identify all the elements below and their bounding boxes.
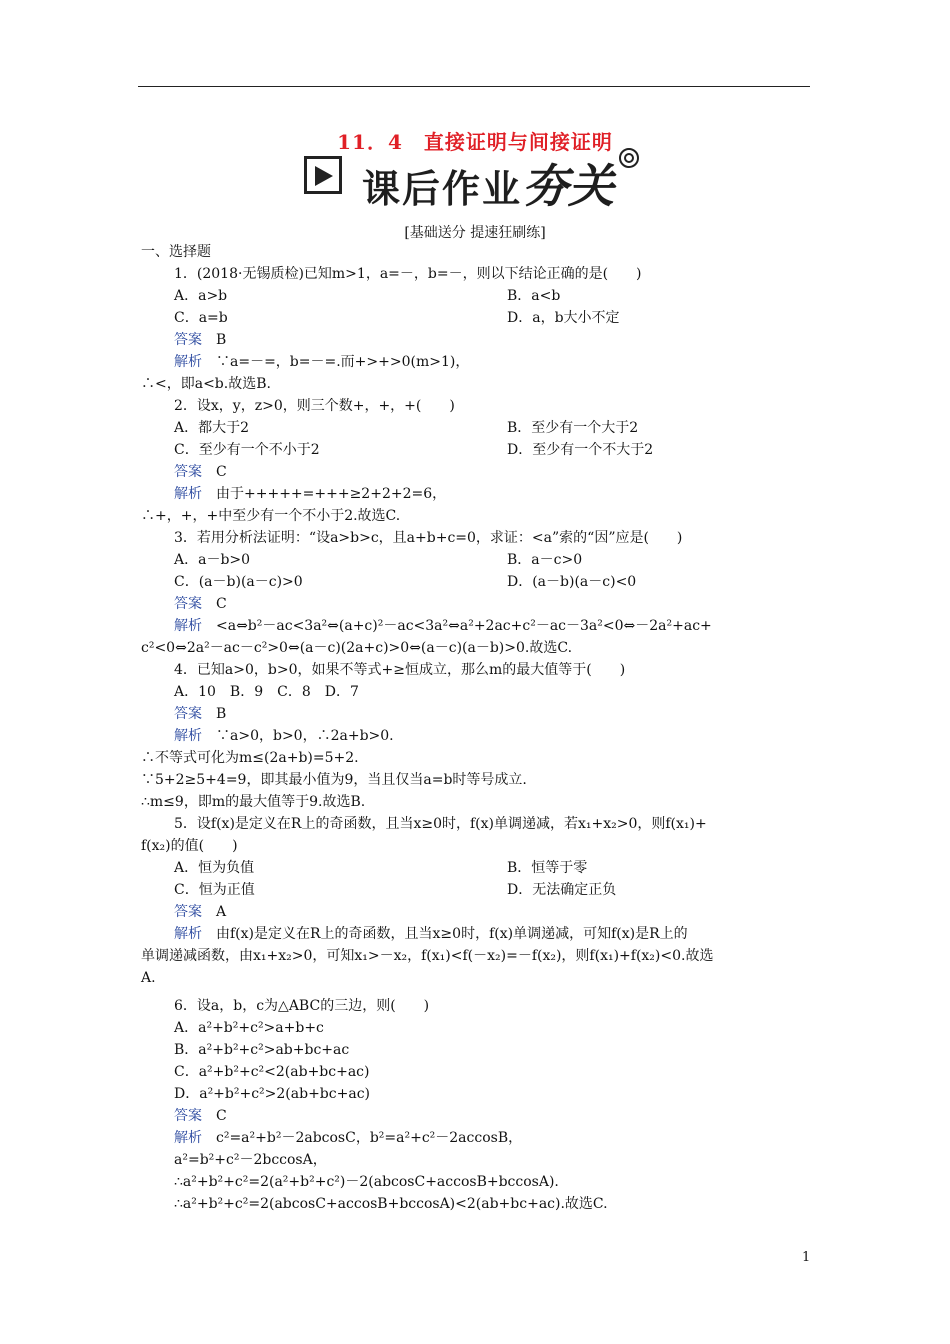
- option-row: [141, 285, 811, 307]
- answer-line: [141, 593, 811, 615]
- analysis-text: 单调递减函数，由x₁+x₂>0，可知x₁>－x₂，f(x₁)<f(－x₂)=－f(x₂)，则f(x₁)+f(x₂)<0.故选: [141, 948, 714, 964]
- option: B．至少有一个大于2: [507, 420, 639, 436]
- analysis-text: ∴a²+b²+c²=2(abcosC+accosB+bccosA)<2(ab+bc+ac).故选C.: [174, 1196, 608, 1212]
- answer-line: [141, 703, 811, 725]
- homework-banner: [300, 146, 650, 213]
- answer-label: 答案: [174, 464, 202, 480]
- play-icon: [304, 156, 342, 194]
- analysis-line: [141, 923, 811, 945]
- answer-value: C: [216, 596, 227, 612]
- answer-label: 答案: [174, 1108, 202, 1124]
- question-stem: 3．若用分析法证明：“设a>b>c，且a+b+c=0，求证：<a”索的“因”应是( ): [174, 530, 683, 546]
- answer-value: B: [216, 332, 227, 348]
- analysis-text: ∵a=－=，b=－=.而+>+>0(m>1)，: [216, 354, 470, 370]
- question-stem: f(x₂)的值( ): [141, 838, 238, 854]
- option: B．a－c>0: [507, 552, 583, 568]
- option: B．恒等于零: [507, 860, 588, 876]
- answer-value: C: [216, 1108, 227, 1124]
- analysis-text: ∵a>0，b>0，∴2a+b>0.: [216, 728, 394, 744]
- option: A．a²+b²+c²>a+b+c: [174, 1020, 324, 1036]
- option: B．a²+b²+c²>ab+bc+ac: [174, 1042, 350, 1058]
- analysis-text: 由于+++++=+++≥2+2+2=6，: [216, 486, 447, 502]
- analysis-text: A.: [141, 970, 156, 986]
- analysis-text: a²=b²+c²－2bccosA，: [174, 1152, 327, 1168]
- option-row: [141, 879, 811, 901]
- section-heading: 一、选择题: [141, 244, 211, 260]
- answer-line: [141, 461, 811, 483]
- question-stem: 5．设f(x)是定义在R上的奇函数，且当x≥0时，f(x)单调递减，若x₁+x₂>0，则f(x₁)+: [174, 816, 707, 832]
- answer-label: 答案: [174, 332, 202, 348]
- analysis-line: [141, 351, 811, 373]
- option-row: [141, 439, 811, 461]
- answer-line: [141, 329, 811, 351]
- analysis-label: 解析: [174, 926, 202, 942]
- analysis-line: [141, 615, 811, 637]
- option-row: [141, 549, 811, 571]
- option: D．a²+b²+c²>2(ab+bc+ac): [174, 1086, 370, 1102]
- answer-value: A: [216, 904, 227, 920]
- analysis-text: ∴+，+，+中至少有一个不小于2.故选C.: [141, 508, 401, 524]
- analysis-label: 解析: [174, 1130, 202, 1146]
- analysis-text: 由f(x)是定义在R上的奇函数，且当x≥0时，f(x)单调递减，可知f(x)是R上的: [216, 926, 688, 942]
- option: D．无法确定正负: [507, 882, 617, 898]
- option-row: [141, 857, 811, 879]
- answer-value: C: [216, 464, 227, 480]
- option: B．a<b: [507, 288, 561, 304]
- option: A．a>b: [174, 288, 228, 304]
- analysis-text: ∴不等式可化为m≤(2a+b)=5+2.: [141, 750, 359, 766]
- analysis-text: ∴<，即a<b.故选B.: [141, 376, 271, 392]
- answer-line: [141, 901, 811, 923]
- analysis-line: [141, 1127, 811, 1149]
- option: D．a，b大小不定: [507, 310, 620, 326]
- header-rule: [138, 86, 810, 87]
- answer-value: B: [216, 706, 227, 722]
- question-list: [141, 241, 811, 1215]
- question-stem: 1．(2018·无锡质检)已知m>1，a=－，b=－，则以下结论正确的是( ): [174, 266, 642, 282]
- option-row: A．10 B．9 C．8 D．7: [174, 684, 359, 700]
- answer-label: 答案: [174, 706, 202, 722]
- option: C．a=b: [174, 310, 228, 326]
- analysis-text: c²<0⇔2a²－ac－c²>0⇔(a－c)(2a+c)>0⇔(a－c)(a－b)>0.故选C.: [141, 640, 573, 656]
- option: A．a－b>0: [174, 552, 251, 568]
- option: C．至少有一个不小于2: [174, 442, 320, 458]
- option-row: [141, 571, 811, 593]
- banner-text-part1: 课后作业: [362, 167, 523, 211]
- answer-line: [141, 1105, 811, 1127]
- answer-label: 答案: [174, 596, 202, 612]
- analysis-text: c²=a²+b²－2abcosC，b²=a²+c²－2accosB，: [216, 1130, 523, 1146]
- answer-label: 答案: [174, 904, 202, 920]
- option: C．恒为正值: [174, 882, 255, 898]
- analysis-line: [141, 483, 811, 505]
- question-stem: 6．设a，b，c为△ABC的三边，则( ): [174, 998, 430, 1014]
- analysis-text: ∴m≤9，即m的最大值等于9.故选B.: [141, 794, 366, 810]
- analysis-label: 解析: [174, 354, 202, 370]
- banner-text-part2: 夯关: [522, 159, 615, 213]
- question-stem: 4．已知a>0，b>0，如果不等式+≥恒成立，那么m的最大值等于( ): [174, 662, 626, 678]
- banner-text: [362, 150, 614, 216]
- option-row: [141, 307, 811, 329]
- analysis-label: 解析: [174, 486, 202, 502]
- analysis-label: 解析: [174, 618, 202, 634]
- analysis-text: <a⇔b²－ac<3a²⇔(a+c)²－ac<3a²⇔a²+2ac+c²－ac－3a²<0⇔－2a²+ac+: [216, 618, 712, 634]
- page-title: 11．4 直接证明与间接证明: [337, 130, 613, 154]
- analysis-line: [141, 725, 811, 747]
- analysis-text: ∵5+2≥5+4=9，即其最小值为9，当且仅当a=b时等号成立.: [141, 772, 527, 788]
- option: D．(a－b)(a－c)<0: [507, 574, 637, 590]
- option: A．都大于2: [174, 420, 250, 436]
- option-row: [141, 417, 811, 439]
- question-stem: 2．设x，y，z>0，则三个数+，+，+( ): [174, 398, 455, 414]
- analysis-label: 解析: [174, 728, 202, 744]
- option: C．(a－b)(a－c)>0: [174, 574, 303, 590]
- page-subtitle: [基础送分 提速狂刷练]: [404, 225, 546, 241]
- option: D．至少有一个不大于2: [507, 442, 654, 458]
- option: A．恒为负值: [174, 860, 255, 876]
- target-icon: [618, 147, 640, 169]
- analysis-text: ∴a²+b²+c²=2(a²+b²+c²)－2(abcosC+accosB+bccosA).: [174, 1174, 559, 1190]
- page-number: 1: [802, 1250, 811, 1265]
- option: C．a²+b²+c²<2(ab+bc+ac): [174, 1064, 370, 1080]
